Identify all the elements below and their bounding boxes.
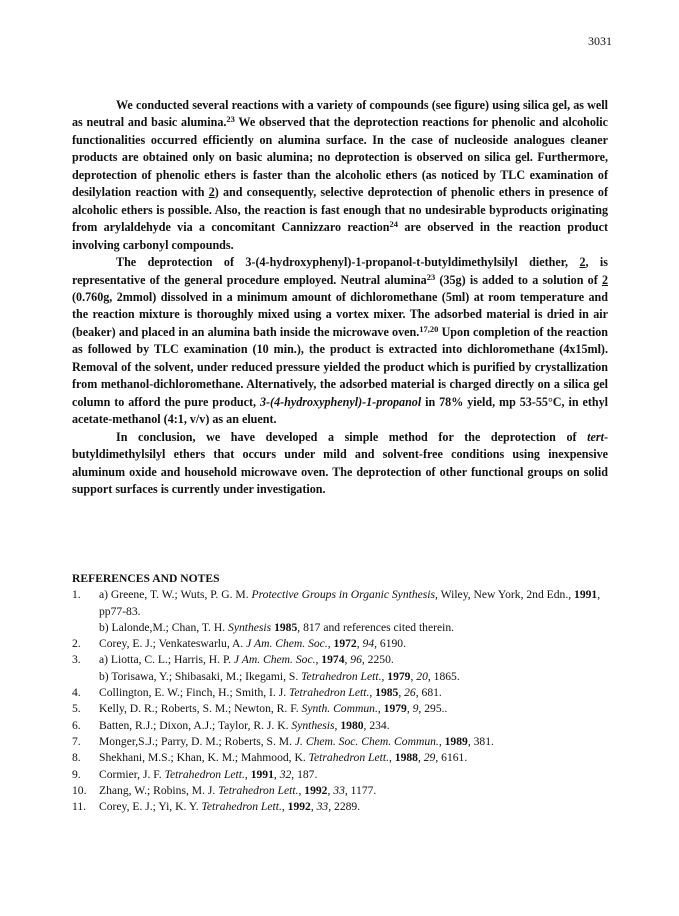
ref-sep: , bbox=[281, 800, 288, 814]
ref-sep: , bbox=[344, 653, 351, 667]
text: -butyldimethylsilyl ethers that occurs under mild and solvent-free conditions using inexpensive aluminum oxide and household microwave oven. The deprotection of other functional groups on solid support surfaces is currently under investigation. bbox=[72, 429, 608, 496]
reference-body bbox=[99, 685, 612, 701]
reference-item bbox=[72, 783, 612, 799]
ref-sep: , bbox=[334, 718, 341, 732]
reference-number: 9. bbox=[72, 767, 81, 781]
ref-authors: Kelly, D. R.; Roberts, S. M.; Newton, R. F. bbox=[99, 702, 302, 716]
body-text bbox=[72, 97, 608, 498]
reference-body bbox=[99, 767, 612, 783]
page-number: 3031 bbox=[588, 34, 612, 48]
text: The deprotection of 3-(4-hydroxyphenyl)-1-propanol-t-butyldimethylsilyl diether, bbox=[116, 255, 580, 270]
ref-journal: Tetrahedron Lett. bbox=[308, 751, 389, 765]
ref-authors: Monger,S.J.; Parry, D. M.; Roberts, S. M. bbox=[99, 734, 295, 748]
compound-number: 2 bbox=[601, 272, 608, 287]
ref-journal: Synth. Commun. bbox=[301, 702, 378, 716]
ref-volume: 94 bbox=[362, 637, 375, 651]
ref-journal: Synthesis bbox=[228, 620, 272, 634]
ref-pages: , 6161. bbox=[435, 751, 468, 765]
reference-number: 1. bbox=[72, 588, 81, 602]
ref-sep: , bbox=[273, 767, 280, 781]
ref-pages: , 2250. bbox=[361, 653, 394, 667]
ref-journal: J. Chem. Soc. Chem. Commun. bbox=[294, 734, 439, 748]
text: We conducted several reactions with a variety of compounds (see figure) using silica gel, as well as neutral and basic alumina. bbox=[72, 98, 608, 130]
ref-pages: , 1177. bbox=[344, 783, 377, 797]
ref-year: 1992 bbox=[304, 783, 328, 797]
ref-volume: 32 bbox=[279, 767, 292, 781]
ref-authors: Corey, E. J.; Venkateswarlu, A. bbox=[99, 637, 247, 651]
ref-journal: J Am. Chem. Soc. bbox=[246, 637, 328, 651]
ref-year: 1972 bbox=[333, 637, 357, 651]
ref-volume: 26 bbox=[404, 686, 416, 700]
reference-item bbox=[72, 767, 612, 783]
ref-sep: , bbox=[388, 751, 395, 765]
ref-authors: Zhang, W.; Robins, M. J. bbox=[99, 783, 219, 797]
ref-year: 1992 bbox=[287, 800, 311, 814]
citation-superscript: 23 bbox=[426, 271, 436, 282]
ref-sep: , bbox=[381, 669, 388, 683]
reference-part-b bbox=[99, 669, 612, 685]
ref-year: 1985 bbox=[375, 686, 399, 700]
ref-sep: , bbox=[327, 783, 334, 797]
ref-year: 1974 bbox=[321, 653, 345, 667]
ref-pages: , 187. bbox=[291, 767, 318, 781]
citation-superscript: 23 bbox=[226, 114, 235, 125]
ref-sep: , bbox=[417, 751, 424, 765]
reference-item bbox=[72, 718, 612, 734]
ref-pages: 234. bbox=[369, 718, 390, 732]
reference-item bbox=[72, 734, 612, 750]
compound-number: 2 bbox=[208, 185, 215, 200]
product-name: 3-(4-hydroxyphenyl)-1-propanol bbox=[259, 394, 422, 409]
references-heading: REFERENCES AND NOTES bbox=[72, 572, 220, 585]
text: in 78% yield, mp 53-55°C, in ethyl acetate-methanol (4:1, v/v) as an eluent. bbox=[72, 394, 608, 427]
text: ) and consequently, selective deprotection of phenolic ethers in presence of alcoholic ethers is possible. Also, the reaction is fast enough that no undesirable byproducts originating from arylaldehyde via a concomitant Cannizzaro reaction bbox=[72, 185, 608, 235]
ref-year: 1979 bbox=[387, 669, 411, 683]
ref-sep: , bbox=[315, 653, 322, 667]
references-section bbox=[72, 571, 612, 815]
reference-item bbox=[72, 750, 612, 766]
ref-volume: 33 bbox=[333, 783, 345, 797]
reference-number: 10. bbox=[72, 783, 87, 797]
ref-sep: , bbox=[377, 702, 384, 716]
ref-pages: , 681. bbox=[415, 686, 442, 700]
reference-item bbox=[72, 652, 612, 685]
ref-year: 1991 bbox=[250, 767, 274, 781]
ref-authors: a) Greene, T. W.; Wuts, P. G. M. bbox=[99, 588, 252, 602]
ref-pages: , 2289. bbox=[328, 800, 361, 814]
reference-number: 2. bbox=[72, 637, 81, 651]
ref-sep: , bbox=[467, 734, 474, 748]
reference-part-a bbox=[99, 652, 612, 668]
reference-number: 7. bbox=[72, 734, 81, 748]
ref-pages: , 295.. bbox=[418, 702, 448, 716]
ref-volume: 33 bbox=[316, 800, 329, 814]
text: Upon completion of the reaction as followed by TLC examination (10 min.), the product is extracted into dichloromethane (4x15ml). Removal of the solvent, under reduced pressure yielded the product which is purified by crystallization from methanol-dichloromethane. Alternatively, the adsorbed material is charged directly on a silica gel column to afford the pure product, bbox=[72, 324, 608, 409]
ref-journal: Tetrahedron Lett. bbox=[289, 686, 370, 700]
reference-item bbox=[72, 587, 612, 636]
ref-journal: Tetrahedron Lett. bbox=[218, 783, 299, 797]
reference-number: 4. bbox=[72, 686, 81, 700]
reference-body bbox=[99, 799, 612, 815]
ref-pages: , 817 and references cited therein. bbox=[297, 620, 455, 634]
ref-sep: , bbox=[363, 718, 370, 732]
ref-year: 1980 bbox=[340, 718, 364, 732]
ref-volume: 96 bbox=[350, 653, 362, 667]
text: We observed that the deprotection reactions for phenolic and alcoholic functionalities occurred efficiently on alumina surface. In the case of nucleoside analogues cleaner products are obtained only on basic alumina; no deprotection is observed on silica gel. Furthermore, deprotection of phenolic ethers is faster than the alcoholic ethers (as noticed by TLC examination of desilylation reaction with bbox=[72, 115, 608, 200]
ref-journal: Tetrahedron Lett. bbox=[301, 669, 382, 683]
ref-year: 1989 bbox=[444, 734, 468, 748]
reference-number: 11. bbox=[72, 800, 87, 814]
ref-pages: , pp77-83. bbox=[99, 588, 601, 618]
ref-year: 1985 bbox=[274, 620, 298, 634]
ref-sep: , bbox=[410, 669, 417, 683]
ref-authors: b) Lalonde,M.; Chan, T. H. bbox=[99, 620, 229, 634]
reference-item bbox=[72, 685, 612, 701]
ref-pages: , 6190. bbox=[374, 637, 406, 651]
ref-authors: Batten, R.J.; Dixon, A.J.; Taylor, R. J. K. bbox=[99, 718, 292, 732]
text: (35g) is added to a solution of bbox=[435, 272, 602, 287]
reference-item bbox=[72, 701, 612, 717]
text: , is representative of the general procedure employed. Neutral alumina bbox=[72, 255, 608, 287]
ref-volume: 9 bbox=[412, 702, 419, 716]
reference-number: 3. bbox=[72, 653, 81, 667]
paragraph-results bbox=[72, 97, 608, 254]
ref-journal: Protective Groups in Organic Synthesis bbox=[251, 588, 436, 602]
ref-sep: , bbox=[398, 686, 405, 700]
ref-sep: , bbox=[298, 783, 305, 797]
reference-body bbox=[99, 734, 612, 750]
reference-body bbox=[99, 636, 612, 652]
reference-item bbox=[72, 799, 612, 815]
ref-pages: , 1865. bbox=[427, 669, 460, 683]
ref-journal: Tetrahedron Lett. bbox=[201, 800, 282, 814]
ref-journal: Synthesis bbox=[291, 718, 335, 732]
ref-pages: 381. bbox=[473, 734, 494, 748]
ref-journal: Tetrahedron Lett. bbox=[164, 767, 245, 781]
reference-item bbox=[72, 636, 612, 652]
ref-authors: Corey, E. J.; Yi, K. Y. bbox=[99, 800, 202, 814]
ref-volume: 29 bbox=[423, 751, 436, 765]
tert-prefix: tert bbox=[587, 429, 604, 444]
ref-authors: Collington, E. W.; Finch, H.; Smith, I. J. bbox=[99, 686, 290, 700]
ref-authors: a) Liotta, C. L.; Harris, H. P. bbox=[99, 653, 234, 667]
reference-body bbox=[99, 587, 612, 636]
reference-body bbox=[99, 783, 612, 799]
text: In conclusion, we have developed a simple method for the deprotection of bbox=[116, 429, 588, 444]
ref-authors: b) Torisawa, Y.; Shibasaki, M.; Ikegami, S. bbox=[99, 669, 302, 683]
ref-sep: , bbox=[369, 686, 376, 700]
ref-sep: , bbox=[310, 800, 317, 814]
ref-authors: Cormier, J. F. bbox=[99, 767, 165, 781]
reference-part-a bbox=[99, 587, 612, 620]
compound-number: 2 bbox=[579, 255, 586, 270]
citation-superscript: 17,20 bbox=[419, 323, 439, 334]
text: are observed in the reaction product involving carbonyl compounds. bbox=[72, 220, 608, 252]
paragraph-procedure bbox=[72, 254, 608, 429]
reference-number: 5. bbox=[72, 702, 81, 716]
ref-year: 1988 bbox=[394, 751, 418, 765]
ref-sep: , bbox=[327, 637, 334, 651]
citation-superscript: 24 bbox=[389, 219, 398, 230]
ref-year: 1979 bbox=[383, 702, 407, 716]
reference-body bbox=[99, 701, 612, 717]
ref-sep: , bbox=[438, 734, 445, 748]
reference-part-b bbox=[99, 620, 612, 636]
reference-body bbox=[99, 718, 612, 734]
reference-number: 6. bbox=[72, 718, 81, 732]
ref-volume: 20 bbox=[416, 669, 428, 683]
ref-publisher: , Wiley, New York, 2nd Edn., bbox=[435, 588, 575, 602]
reference-number: 8. bbox=[72, 751, 81, 765]
ref-year: 1991 bbox=[574, 588, 598, 602]
ref-sep: , bbox=[244, 767, 251, 781]
reference-body bbox=[99, 652, 612, 685]
ref-journal: J Am. Chem. Soc. bbox=[233, 653, 316, 667]
paragraph-conclusion bbox=[72, 429, 608, 499]
ref-sep: , bbox=[356, 637, 363, 651]
ref-sep: , bbox=[406, 702, 413, 716]
text: (0.760g, 2mmol) dissolved in a minimum amount of dichloromethane (5ml) at room temperature and the reaction mixture is thoroughly mixed using a vortex mixer. The adsorbed material is dried in air (beaker) and placed in an alumina bath inside the microwave oven. bbox=[72, 289, 608, 339]
reference-body bbox=[99, 750, 612, 766]
ref-authors: Shekhani, M.S.; Khan, K. M.; Mahmood, K. bbox=[99, 751, 309, 765]
